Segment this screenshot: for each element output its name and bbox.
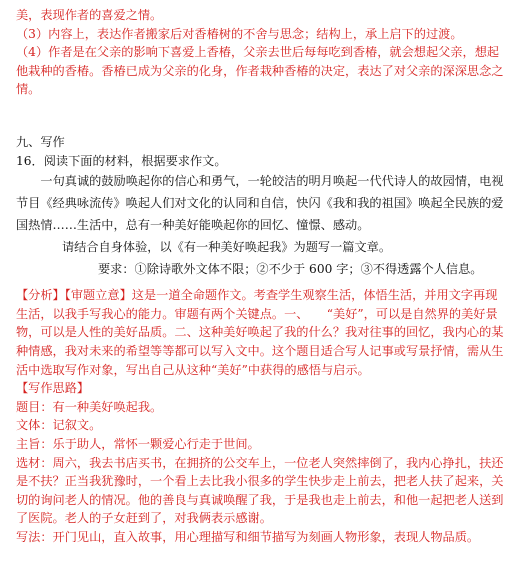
- material-block: [16, 170, 505, 280]
- answer-line-1: 美，表现作者的喜爱之情。: [16, 8, 163, 22]
- writing-thinking-heading: 【写作思路】: [16, 381, 90, 396]
- genre-line: 文体：记叙文。: [16, 418, 102, 433]
- title-line: 题目：有一种美好唤起我。: [16, 399, 163, 414]
- material-line: 选材：周六，我去书店买书，在拥挤的公交车上，一位老人突然摔倒了，我内心挣扎，扶还是不扶？正当我犹豫时，一个看上去比我小很多的学生快步走上前去，把老人扶了起来，关切的询问老人的情况。他的善良与真诚唤醒了我，于是我也走上前去，和他一起把老人送到了医院。老人的子女赶到了，对我俩表示感谢。: [16, 455, 504, 526]
- method-line: 写法：开门见山，直入故事，用心理描写和细节描写为刻画人物形象，表现人物品质。: [16, 529, 480, 544]
- analysis-text: 【分析】【审题立意】这是一道全命题作文。考查学生观察生活，体悟生活，并用文字再现生活，以我手写我心的能力。审题有两个关键点。一、 “美好”，可以是自然界的美好景物，可以是人性的美好品质。二、这种美好唤起了我的什么？我对往事的回忆，我内心的某种情感，我对未来的希望等等都可以写入文中。这个题目适合写人记事或写景抒情，需从生活中选取写作对象，写出自己从这种“美好”中获得的感悟与启示。: [16, 288, 504, 377]
- answer-item-4: （4）作者是在父亲的影响下喜爱上香椿，父亲去世后每每吃到香椿，就会想起父亲，想起他栽种的香椿。香椿已成为父亲的化身，作者栽种香椿的决定，表达了对父亲的深深思念之情。: [16, 45, 504, 97]
- section-title: 九、写作: [16, 134, 65, 149]
- requirements-text: 要求：①除诗歌外文体不限；②不少于 600 字；③不得透露个人信息。: [98, 262, 483, 277]
- instruction-text: 请结合自身体验，以《有一种美好唤起我》为题写一篇文章。: [62, 240, 392, 255]
- theme-line: 主旨：乐于助人，常怀一颗爱心行走于世间。: [16, 436, 260, 451]
- material-text: 一句真诚的鼓励唤起你的信心和勇气，一轮皎洁的明月唤起一代代诗人的故园情，电视节目《经典咏流传》唤起人们对文化的认同和自信，快闪《我和我的祖国》唤起全民族的爱国热情……生活中，总有一种美好能唤起你的回忆、憧憬、感动。: [16, 174, 504, 233]
- section-gap: [16, 99, 505, 133]
- question-stem: 16．阅读下面的材料，根据要求作文。: [16, 153, 227, 168]
- answer-item-3: （3）内容上，表达作者搬家后对香椿树的不舍与思念；结构上，承上启下的过渡。: [16, 26, 463, 41]
